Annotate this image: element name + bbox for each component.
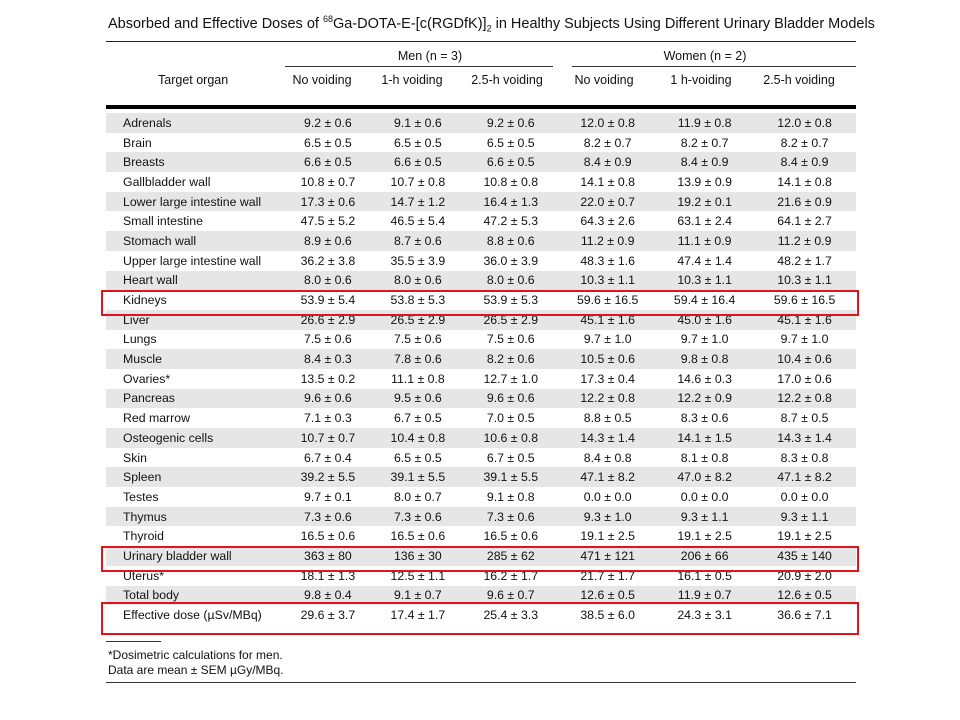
dose-value: 17.3 ± 0.6 <box>282 192 373 212</box>
organ-name: Heart wall <box>106 271 282 291</box>
organ-name: Skin <box>123 450 147 465</box>
dose-value: 59.6 ± 16.5 <box>576 293 639 308</box>
dose-value: 12.0 ± 0.8 <box>753 113 856 133</box>
organ-name: Small intestine <box>123 214 203 229</box>
men-group-header: Men (n = 3) <box>397 49 463 63</box>
organ-name: Adrenals <box>106 113 282 133</box>
dose-value: 9.6 ± 0.6 <box>462 389 559 409</box>
dose-value: 39.2 ± 5.5 <box>282 467 373 487</box>
dose-value: 6.6 ± 0.5 <box>462 152 559 172</box>
dose-value: 17.0 ± 0.6 <box>777 371 832 386</box>
dose-value: 47.0 ± 8.2 <box>656 467 753 487</box>
dose-value: 36.2 ± 3.8 <box>300 253 356 268</box>
dose-value: 19.1 ± 2.5 <box>580 529 635 544</box>
organ-column-header: Target organ <box>158 73 229 87</box>
dose-value: 8.2 ± 0.7 <box>583 135 632 150</box>
table-row <box>106 152 856 172</box>
dose-value: 8.0 ± 0.6 <box>373 271 462 291</box>
dose-value: 48.2 ± 1.7 <box>777 253 832 268</box>
dose-value: 9.1 ± 0.6 <box>373 113 462 133</box>
header-rule <box>106 105 856 109</box>
organ-name: Brain <box>123 135 152 150</box>
highlight-kidneys <box>101 290 859 316</box>
organ-name: Liver <box>106 310 282 330</box>
dose-value: 14.3 ± 1.4 <box>753 428 856 448</box>
dose-value: 12.2 ± 0.8 <box>559 389 656 409</box>
dose-value: 53.8 ± 5.3 <box>390 293 446 308</box>
dose-value: 8.4 ± 0.3 <box>282 349 373 369</box>
organ-name: Spleen <box>106 467 282 487</box>
highlight-effective-dose <box>101 602 859 635</box>
dose-value: 10.7 ± 0.8 <box>390 174 446 189</box>
dose-value: 11.2 ± 0.9 <box>753 231 856 251</box>
dose-value: 9.2 ± 0.6 <box>282 113 373 133</box>
dose-value: 7.5 ± 0.6 <box>393 332 442 347</box>
organ-name: Urinary bladder wall <box>106 546 282 566</box>
dose-value: 7.8 ± 0.6 <box>373 349 462 369</box>
dose-value: 14.6 ± 0.3 <box>677 371 732 386</box>
dose-value: 12.5 ± 1.1 <box>390 568 446 583</box>
dose-value: 24.3 ± 3.1 <box>677 608 732 623</box>
col-header-men-1h-voiding: 1-h voiding <box>381 73 443 87</box>
dose-value: 36.6 ± 7.1 <box>777 608 832 623</box>
footnote-dosimetric: *Dosimetric calculations for men. <box>108 648 283 662</box>
dose-value: 16.5 ± 0.6 <box>300 529 356 544</box>
dose-value: 9.1 ± 0.8 <box>486 489 535 504</box>
dose-value: 9.8 ± 0.4 <box>282 586 373 606</box>
organ-name: Kidneys <box>123 293 167 308</box>
dose-value: 21.7 ± 1.7 <box>580 568 635 583</box>
dose-value: 38.5 ± 6.0 <box>580 608 635 623</box>
women-group-line <box>572 66 856 67</box>
table-row <box>106 428 856 448</box>
dose-value: 21.6 ± 0.9 <box>753 192 856 212</box>
dose-value: 8.4 ± 0.9 <box>559 152 656 172</box>
dose-value: 136 ± 30 <box>373 546 462 566</box>
dose-value: 26.6 ± 2.9 <box>282 310 373 330</box>
dose-value: 45.0 ± 1.6 <box>656 310 753 330</box>
table-row <box>106 448 856 468</box>
dose-value: 8.4 ± 0.9 <box>656 152 753 172</box>
table-row <box>106 172 856 192</box>
dose-value: 9.6 ± 0.7 <box>462 586 559 606</box>
dose-value: 45.1 ± 1.6 <box>753 310 856 330</box>
dose-value: 16.2 ± 1.7 <box>483 568 539 583</box>
table-row <box>106 526 856 546</box>
dose-value: 36.0 ± 3.9 <box>483 253 539 268</box>
dose-value: 64.3 ± 2.6 <box>580 214 635 229</box>
dose-value: 8.0 ± 0.6 <box>462 271 559 291</box>
table-title <box>108 14 875 34</box>
title-prefix: Absorbed and Effective Doses of <box>108 15 323 32</box>
organ-name: Red marrow <box>123 411 190 426</box>
dose-value: 6.7 ± 0.5 <box>486 450 535 465</box>
dose-value: 22.0 ± 0.7 <box>559 192 656 212</box>
dose-value: 9.2 ± 0.6 <box>462 113 559 133</box>
title-subscript: 2 <box>486 23 492 34</box>
dose-value: 8.3 ± 0.8 <box>780 450 829 465</box>
dose-value: 8.9 ± 0.6 <box>282 231 373 251</box>
dose-value: 6.5 ± 0.5 <box>393 135 442 150</box>
dose-value: 6.6 ± 0.5 <box>282 152 373 172</box>
dose-value: 7.5 ± 0.6 <box>486 332 535 347</box>
dose-value: 10.3 ± 1.1 <box>559 271 656 291</box>
dose-value: 14.7 ± 1.2 <box>373 192 462 212</box>
dose-value: 45.1 ± 1.6 <box>559 310 656 330</box>
table-row <box>106 271 856 291</box>
dose-value: 11.9 ± 0.7 <box>656 586 753 606</box>
dose-value: 7.3 ± 0.6 <box>282 507 373 527</box>
table-row <box>106 231 856 251</box>
dose-value: 64.1 ± 2.7 <box>777 214 832 229</box>
dose-value: 8.7 ± 0.5 <box>780 411 829 426</box>
col-header-women-no-voiding: No voiding <box>574 73 634 87</box>
organ-name: Pancreas <box>106 389 282 409</box>
dose-value: 435 ± 140 <box>753 546 856 566</box>
dose-value: 8.0 ± 0.6 <box>282 271 373 291</box>
dose-value: 0.0 ± 0.0 <box>583 489 632 504</box>
dose-value: 8.0 ± 0.7 <box>393 489 442 504</box>
bottom-rule <box>106 682 856 683</box>
dose-value: 8.8 ± 0.5 <box>583 411 632 426</box>
organ-name: Testes <box>123 489 159 504</box>
dose-value: 6.5 ± 0.5 <box>393 450 442 465</box>
dose-value: 12.2 ± 0.8 <box>753 389 856 409</box>
dose-value: 11.1 ± 0.8 <box>391 371 445 386</box>
dose-value: 10.7 ± 0.7 <box>282 428 373 448</box>
dose-value: 53.9 ± 5.3 <box>483 293 539 308</box>
dose-value: 9.7 ± 1.0 <box>780 332 829 347</box>
dose-value: 285 ± 62 <box>462 546 559 566</box>
dose-value: 6.5 ± 0.5 <box>303 135 352 150</box>
dose-value: 10.4 ± 0.6 <box>753 349 856 369</box>
dose-value: 16.4 ± 1.3 <box>462 192 559 212</box>
table-row <box>106 467 856 487</box>
dose-value: 19.2 ± 0.1 <box>656 192 753 212</box>
organ-name: Lower large intestine wall <box>106 192 282 212</box>
dose-value: 10.6 ± 0.8 <box>462 428 559 448</box>
dose-value: 17.3 ± 0.4 <box>580 371 635 386</box>
table-row <box>106 487 856 507</box>
dose-value: 13.9 ± 0.9 <box>677 174 732 189</box>
table-row <box>106 330 856 350</box>
highlight-urinary-bladder-wall <box>101 546 859 572</box>
dose-value: 10.8 ± 0.8 <box>483 174 539 189</box>
dose-value: 471 ± 121 <box>559 546 656 566</box>
dose-value: 10.5 ± 0.6 <box>559 349 656 369</box>
dose-value: 9.7 ± 1.0 <box>680 332 729 347</box>
dose-value: 9.1 ± 0.7 <box>373 586 462 606</box>
dose-value: 19.1 ± 2.5 <box>677 529 732 544</box>
dose-value: 10.3 ± 1.1 <box>656 271 753 291</box>
dose-value: 14.3 ± 1.4 <box>559 428 656 448</box>
dose-value: 8.2 ± 0.6 <box>462 349 559 369</box>
dose-value: 11.1 ± 0.9 <box>656 231 753 251</box>
dose-value: 12.7 ± 1.0 <box>483 371 539 386</box>
organ-name: Uterus* <box>123 568 165 583</box>
col-header-women-2-5h-voiding: 2.5-h voiding <box>763 73 835 87</box>
dose-value: 59.6 ± 16.5 <box>773 293 836 308</box>
organ-name: Breasts <box>106 152 282 172</box>
dose-value: 47.4 ± 1.4 <box>677 253 732 268</box>
dose-value: 19.1 ± 2.5 <box>777 529 832 544</box>
dose-value: 46.5 ± 5.4 <box>390 214 446 229</box>
dose-value: 9.8 ± 0.8 <box>656 349 753 369</box>
table-row <box>106 349 856 369</box>
table-row <box>106 507 856 527</box>
dose-value: 8.4 ± 0.8 <box>583 450 632 465</box>
dose-value: 16.5 ± 0.6 <box>483 529 539 544</box>
dose-value: 18.1 ± 1.3 <box>300 568 356 583</box>
dose-value: 47.5 ± 5.2 <box>300 214 356 229</box>
dose-value: 6.6 ± 0.5 <box>373 152 462 172</box>
dose-value: 6.7 ± 0.4 <box>303 450 352 465</box>
dose-value: 25.4 ± 3.3 <box>483 608 539 623</box>
organ-name: Total body <box>106 586 282 606</box>
dose-value: 8.2 ± 0.7 <box>680 135 729 150</box>
organ-name: Thymus <box>106 507 282 527</box>
dose-value: 47.2 ± 5.3 <box>483 214 539 229</box>
dose-value: 14.1 ± 1.5 <box>656 428 753 448</box>
table-row <box>106 408 856 428</box>
dose-value: 11.9 ± 0.8 <box>656 113 753 133</box>
dose-value: 13.5 ± 0.2 <box>300 371 356 386</box>
dose-value: 363 ± 80 <box>282 546 373 566</box>
col-header-men-no-voiding: No voiding <box>292 73 352 87</box>
dose-value: 9.7 ± 0.1 <box>303 489 352 504</box>
table-row <box>106 211 856 231</box>
dose-value: 39.1 ± 5.5 <box>462 467 559 487</box>
dose-value: 7.3 ± 0.6 <box>373 507 462 527</box>
organ-name: Ovaries* <box>123 371 171 386</box>
dose-value: 16.1 ± 0.5 <box>677 568 732 583</box>
dose-value: 20.9 ± 2.0 <box>777 568 832 583</box>
dose-value: 12.6 ± 0.5 <box>753 586 856 606</box>
table-row <box>106 389 856 409</box>
dose-value: 9.3 ± 1.1 <box>753 507 856 527</box>
table-row <box>106 369 856 389</box>
organ-name: Gallbladder wall <box>123 174 211 189</box>
dose-value: 7.3 ± 0.6 <box>462 507 559 527</box>
women-group-header: Women (n = 2) <box>663 49 747 63</box>
organ-name: Effective dose (µSv/MBq) <box>123 608 262 623</box>
men-group-line <box>285 66 553 67</box>
footnote-rule <box>106 641 161 642</box>
dose-value: 63.1 ± 2.4 <box>677 214 732 229</box>
dose-value: 14.1 ± 0.8 <box>777 174 832 189</box>
dose-value: 12.0 ± 0.8 <box>559 113 656 133</box>
table-row <box>106 113 856 133</box>
dose-value: 53.9 ± 5.4 <box>300 293 356 308</box>
organ-name: Lungs <box>123 332 157 347</box>
dose-value: 29.6 ± 3.7 <box>300 608 356 623</box>
dose-value: 26.5 ± 2.9 <box>373 310 462 330</box>
dose-value: 12.2 ± 0.9 <box>656 389 753 409</box>
dose-value: 8.8 ± 0.6 <box>462 231 559 251</box>
title-suffix: in Healthy Subjects Using Different Urinary Bladder Models <box>491 15 875 32</box>
dose-value: 9.5 ± 0.6 <box>373 389 462 409</box>
table-row <box>106 251 856 271</box>
dose-value: 39.1 ± 5.5 <box>373 467 462 487</box>
dose-value: 26.5 ± 2.9 <box>462 310 559 330</box>
dose-value: 11.2 ± 0.9 <box>559 231 656 251</box>
dose-value: 0.0 ± 0.0 <box>680 489 729 504</box>
dose-value: 9.7 ± 1.0 <box>583 332 632 347</box>
dose-value: 16.5 ± 0.6 <box>390 529 446 544</box>
dose-value: 8.7 ± 0.6 <box>373 231 462 251</box>
dose-value: 206 ± 66 <box>656 546 753 566</box>
top-rule <box>106 41 856 42</box>
dose-value: 17.4 ± 1.7 <box>390 608 446 623</box>
organ-name: Thyroid <box>123 529 165 544</box>
dose-value: 7.1 ± 0.3 <box>303 411 352 426</box>
table-row <box>106 192 856 212</box>
dose-value: 35.5 ± 3.9 <box>390 253 446 268</box>
dose-value: 12.6 ± 0.5 <box>559 586 656 606</box>
dose-value: 8.1 ± 0.8 <box>680 450 729 465</box>
title-compound: Ga-DOTA-E-[c(RGDfK)] <box>332 15 487 32</box>
col-header-women-1h-voiding: 1 h-voiding <box>670 73 732 87</box>
dose-value: 8.4 ± 0.9 <box>753 152 856 172</box>
dose-value: 7.0 ± 0.5 <box>486 411 535 426</box>
dose-value: 10.4 ± 0.8 <box>373 428 462 448</box>
organ-name: Stomach wall <box>106 231 282 251</box>
table-row <box>106 133 856 153</box>
dose-value: 47.1 ± 8.2 <box>753 467 856 487</box>
dose-value: 6.5 ± 0.5 <box>486 135 535 150</box>
dose-value: 8.2 ± 0.7 <box>780 135 829 150</box>
footnote-data-units: Data are mean ± SEM µGy/MBq. <box>108 663 284 677</box>
organ-name: Upper large intestine wall <box>123 253 262 268</box>
dose-value: 9.6 ± 0.6 <box>282 389 373 409</box>
dose-value: 6.7 ± 0.5 <box>393 411 442 426</box>
dose-value: 59.4 ± 16.4 <box>673 293 736 308</box>
dose-value: 9.3 ± 1.1 <box>656 507 753 527</box>
dose-value: 48.3 ± 1.6 <box>580 253 635 268</box>
dose-value: 47.1 ± 8.2 <box>559 467 656 487</box>
organ-name: Muscle <box>106 349 282 369</box>
dose-value: 10.3 ± 1.1 <box>753 271 856 291</box>
dose-value: 0.0 ± 0.0 <box>780 489 829 504</box>
dose-value: 9.3 ± 1.0 <box>559 507 656 527</box>
title-isotope-mass: 68 <box>322 14 333 24</box>
col-header-men-2-5h-voiding: 2.5-h voiding <box>471 73 543 87</box>
dose-value: 8.3 ± 0.6 <box>680 411 729 426</box>
organ-name: Osteogenic cells <box>106 428 282 448</box>
dose-value: 10.8 ± 0.7 <box>300 174 356 189</box>
dose-value: 14.1 ± 0.8 <box>580 174 635 189</box>
dose-value: 7.5 ± 0.6 <box>303 332 352 347</box>
